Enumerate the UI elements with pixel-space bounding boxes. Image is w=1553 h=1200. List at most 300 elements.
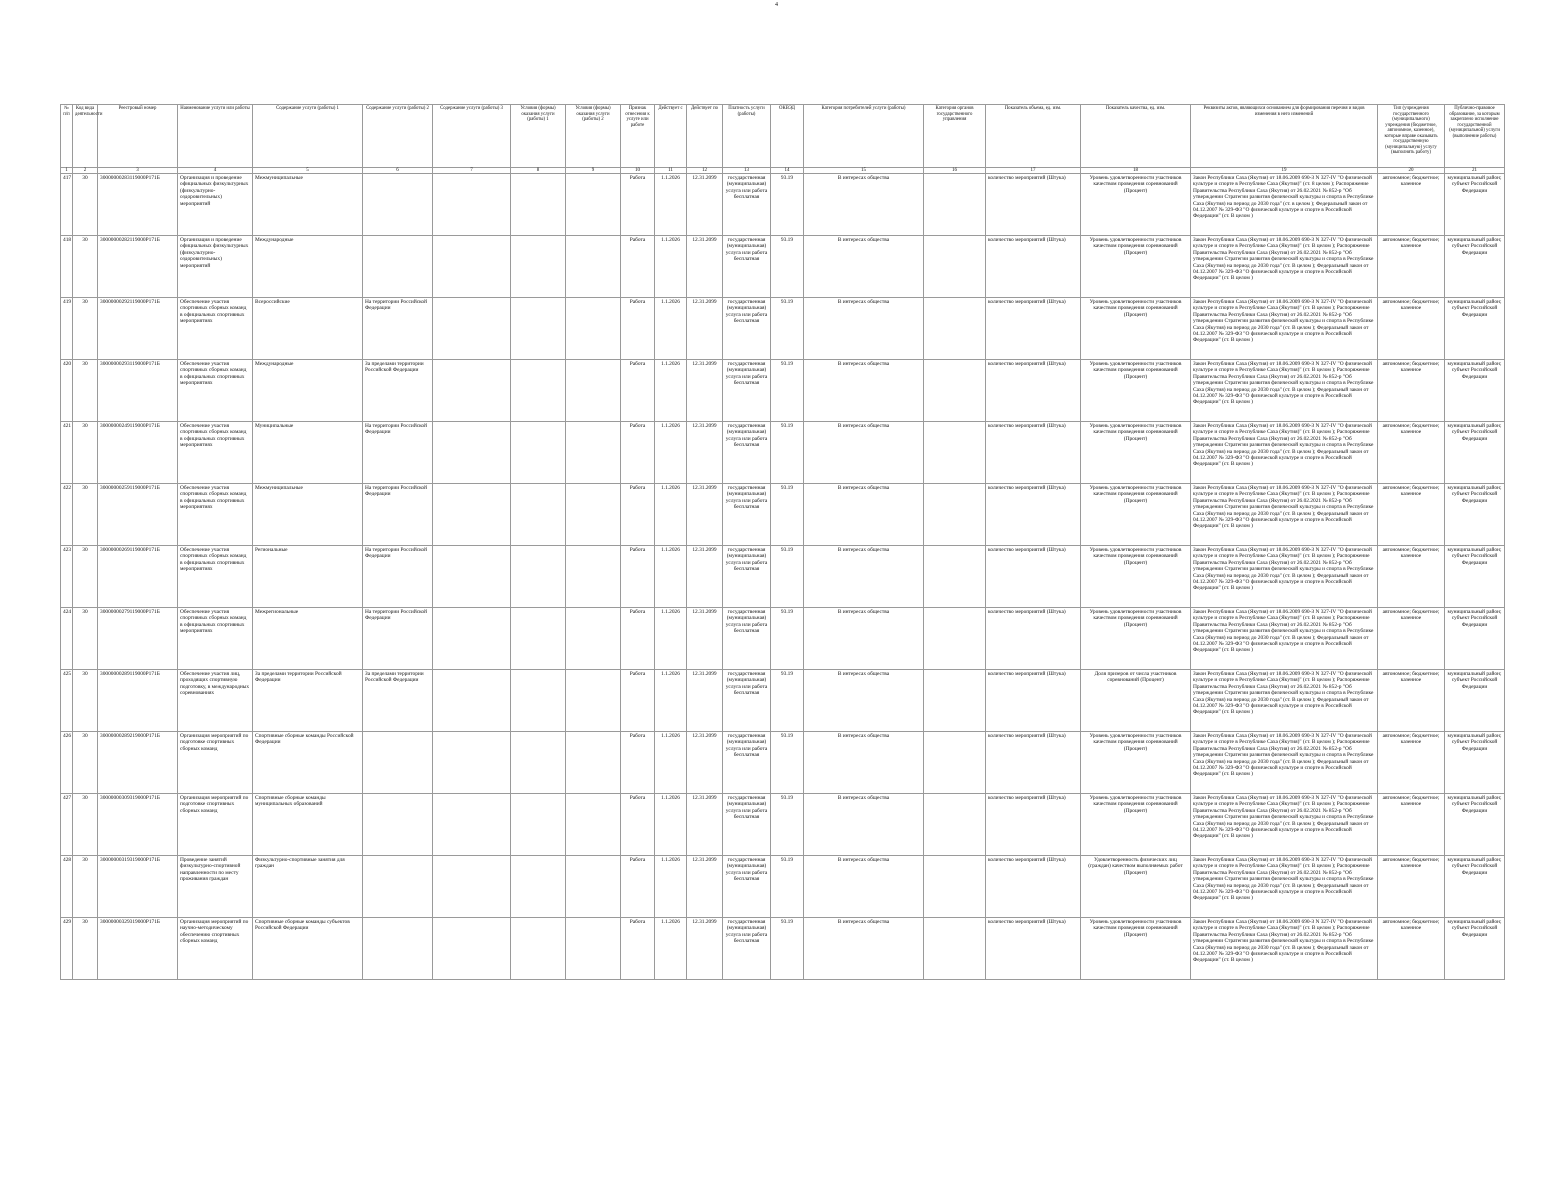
condition-1 bbox=[511, 298, 566, 360]
consumer-category: В интересах общества bbox=[804, 608, 924, 670]
authority-category bbox=[924, 422, 986, 484]
table-row bbox=[61, 298, 1505, 360]
volume-indicator: количество мероприятий (Штука) bbox=[986, 732, 1081, 794]
content-3 bbox=[433, 856, 511, 918]
content-3 bbox=[433, 484, 511, 546]
volume-indicator: количество мероприятий (Штука) bbox=[986, 360, 1081, 422]
table-row bbox=[61, 794, 1505, 856]
public-entity: муниципальный район; субъект Российской Федерации bbox=[1445, 732, 1505, 794]
condition-1 bbox=[511, 236, 566, 298]
content-1: Межрегиональные bbox=[253, 608, 363, 670]
payment-type: государственная (муниципальная) услуга или работа бесплатная bbox=[723, 670, 771, 732]
legal-basis: Закон Республики Саха (Якутия) от 18.06.2009 690-З N 327-IV "О физической культуре и спорте в Республике Саха (Якутия)" (ст. 8 целом ); Распоряжение Правительства Республики Саха (Якутия) от 26.02.2021 № 852-р "Об утверждении Стратегии развития физической культуры и спорта в Республике Саха (Якутия) на период до 2030 года" (ст. в целом ); Федеральный закон от 04.12.2007 № 329-ФЗ "О физической культуре и спорте в Российской Федерации" (ст. В целом ) bbox=[1191, 174, 1378, 236]
volume-indicator: количество мероприятий (Штука) bbox=[986, 422, 1081, 484]
consumer-category: В интересах общества bbox=[804, 794, 924, 856]
valid-to: 12.31.2099 bbox=[687, 794, 723, 856]
content-3 bbox=[433, 732, 511, 794]
okved-code: 93.19 bbox=[771, 360, 804, 422]
content-3 bbox=[433, 918, 511, 980]
column-header: Содержание услуги (работы) 3 bbox=[433, 105, 511, 168]
table-row bbox=[61, 360, 1505, 422]
institution-type: автономное; бюджетное; казенное bbox=[1378, 856, 1445, 918]
consumer-category: В интересах общества bbox=[804, 546, 924, 608]
column-header: Наименование услуги или работы bbox=[178, 105, 253, 168]
payment-type: государственная (муниципальная) услуга или работа бесплатная bbox=[723, 856, 771, 918]
registry-number: 30000000283119000P171Б bbox=[98, 174, 178, 236]
authority-category bbox=[924, 794, 986, 856]
service-or-work: Работа bbox=[621, 918, 655, 980]
activity-code: 30 bbox=[73, 298, 98, 360]
valid-from: 1.1.2026 bbox=[655, 608, 687, 670]
table-row bbox=[61, 236, 1505, 298]
institution-type: автономное; бюджетное; казенное bbox=[1378, 670, 1445, 732]
column-number: 2 bbox=[73, 168, 98, 174]
payment-type: государственная (муниципальная) услуга или работа бесплатная bbox=[723, 732, 771, 794]
column-header: Реквизиты актов, являющихся основанием для формирования перечня и видов изменения в него изменений bbox=[1191, 105, 1378, 168]
content-1: Спортивные сборные команды субъектов Российской Федерации bbox=[253, 918, 363, 980]
content-1: За пределами территории Российской Федерации bbox=[253, 670, 363, 732]
service-name: Обеспечение участия спортивных сборных команд в официальных спортивных мероприятиях bbox=[178, 546, 253, 608]
okved-code: 93.19 bbox=[771, 608, 804, 670]
service-name: Обеспечение участия лиц, проходящих спортивную подготовку, в международных соревнованиях bbox=[178, 670, 253, 732]
condition-2 bbox=[566, 794, 621, 856]
activity-code: 30 bbox=[73, 422, 98, 484]
public-entity: муниципальный район; субъект Российской Федерации bbox=[1445, 670, 1505, 732]
institution-type: автономное; бюджетное; казенное bbox=[1378, 298, 1445, 360]
valid-to: 12.31.2099 bbox=[687, 298, 723, 360]
valid-from: 1.1.2026 bbox=[655, 236, 687, 298]
content-2: На территории Российской Федерации bbox=[363, 298, 433, 360]
service-name: Проведение занятий физкультурно-спортивной направленности по месту проживания граждан bbox=[178, 856, 253, 918]
institution-type: автономное; бюджетное; казенное bbox=[1378, 546, 1445, 608]
registry-number: 30000000289119000P171Б bbox=[98, 670, 178, 732]
quality-indicator: Уровень удовлетворенности участников качеством проведения соревнований (Процент) bbox=[1081, 732, 1191, 794]
payment-type: государственная (муниципальная) услуга или работа бесплатная bbox=[723, 918, 771, 980]
column-number: 3 bbox=[98, 168, 178, 174]
authority-category bbox=[924, 484, 986, 546]
legal-basis: Закон Республики Саха (Якутия) от 18.06.2009 690-З N 327-IV "О физической культуре и спорте в Республике Саха (Якутия)" (ст. В целом ); Распоряжение Правительства Республики Саха (Якутия) от 26.02.2021 № 852-р "Об утверждении Стратегии развития физической культуры и спорта в Республике Саха (Якутия) на период до 2030 года" (ст. В целом ); Федеральный закон от 04.12.2007 № 329-ФЗ "О физической культуре и спорте в Российской Федерации" (ст. В целом ) bbox=[1191, 484, 1378, 546]
row-number: 421 bbox=[61, 422, 73, 484]
activity-code: 30 bbox=[73, 670, 98, 732]
column-number: 16 bbox=[924, 168, 986, 174]
content-2 bbox=[363, 174, 433, 236]
legal-basis: Закон Республики Саха (Якутия) от 18.06.2009 690-З N 327-IV "О физической культуре и спорте в Республике Саха (Якутия)" (ст. В целом ); Распоряжение Правительства Республики Саха (Якутия) от 26.02.2021 № 852-р "Об утверждении Стратегии развития физической культуры и спорта в Республике Саха (Якутия) на период до 2030 года" (ст. В целом ); Федеральный закон от 04.12.2007 № 329-ФЗ "О физической культуре и спорте в Российской Федерации" (ст. В целом ) bbox=[1191, 794, 1378, 856]
public-entity: муниципальный район; субъект Российской Федерации bbox=[1445, 794, 1505, 856]
public-entity: муниципальный район; субъект Российской Федерации bbox=[1445, 546, 1505, 608]
services-register-table bbox=[60, 104, 1505, 980]
condition-1 bbox=[511, 174, 566, 236]
activity-code: 30 bbox=[73, 856, 98, 918]
service-or-work: Работа bbox=[621, 360, 655, 422]
okved-code: 93.19 bbox=[771, 732, 804, 794]
okved-code: 93.19 bbox=[771, 298, 804, 360]
content-2: На территории Российской Федерации bbox=[363, 484, 433, 546]
condition-2 bbox=[566, 856, 621, 918]
column-number: 15 bbox=[804, 168, 924, 174]
activity-code: 30 bbox=[73, 794, 98, 856]
volume-indicator: количество мероприятий (Штука) bbox=[986, 608, 1081, 670]
column-number: 1 bbox=[61, 168, 73, 174]
payment-type: государственная (муниципальная) услуга или работа бесплатная bbox=[723, 422, 771, 484]
okved-code: 93.19 bbox=[771, 918, 804, 980]
condition-1 bbox=[511, 484, 566, 546]
column-header: Содержание услуги (работы) 1 bbox=[253, 105, 363, 168]
institution-type: автономное; бюджетное; казенное bbox=[1378, 732, 1445, 794]
service-or-work: Работа bbox=[621, 794, 655, 856]
activity-code: 30 bbox=[73, 174, 98, 236]
row-number: 427 bbox=[61, 794, 73, 856]
content-3 bbox=[433, 794, 511, 856]
condition-2 bbox=[566, 608, 621, 670]
column-number: 19 bbox=[1191, 168, 1378, 174]
institution-type: автономное; бюджетное; казенное bbox=[1378, 422, 1445, 484]
column-header: Реестровый номер bbox=[98, 105, 178, 168]
valid-to: 12.31.2099 bbox=[687, 422, 723, 484]
valid-from: 1.1.2026 bbox=[655, 732, 687, 794]
condition-1 bbox=[511, 732, 566, 794]
quality-indicator: Уровень удовлетворенности участников качеством проведения соревнований (Процент) bbox=[1081, 422, 1191, 484]
valid-from: 1.1.2026 bbox=[655, 484, 687, 546]
content-2 bbox=[363, 918, 433, 980]
volume-indicator: количество мероприятий (Штука) bbox=[986, 794, 1081, 856]
service-or-work: Работа bbox=[621, 670, 655, 732]
table-row bbox=[61, 546, 1505, 608]
registry-number: 30000000292119000P171Б bbox=[98, 298, 178, 360]
registry-number: 30000000319319000P171Б bbox=[98, 856, 178, 918]
condition-2 bbox=[566, 484, 621, 546]
row-number: 417 bbox=[61, 174, 73, 236]
condition-2 bbox=[566, 236, 621, 298]
content-3 bbox=[433, 174, 511, 236]
content-1: Межмуниципальные bbox=[253, 484, 363, 546]
row-number: 428 bbox=[61, 856, 73, 918]
column-number: 17 bbox=[986, 168, 1081, 174]
content-1: Муниципальные bbox=[253, 422, 363, 484]
condition-2 bbox=[566, 670, 621, 732]
institution-type: автономное; бюджетное; казенное bbox=[1378, 918, 1445, 980]
column-number: 9 bbox=[566, 168, 621, 174]
service-name: Организация мероприятий по подготовке спортивных сборных команд bbox=[178, 732, 253, 794]
content-1: Международные bbox=[253, 236, 363, 298]
registry-number: 30000000289219000P171Б bbox=[98, 732, 178, 794]
payment-type: государственная (муниципальная) услуга или работа бесплатная bbox=[723, 794, 771, 856]
valid-to: 12.31.2099 bbox=[687, 236, 723, 298]
column-number: 18 bbox=[1081, 168, 1191, 174]
volume-indicator: количество мероприятий (Штука) bbox=[986, 174, 1081, 236]
valid-from: 1.1.2026 bbox=[655, 546, 687, 608]
consumer-category: В интересах общества bbox=[804, 360, 924, 422]
quality-indicator: Уровень удовлетворенности участников качеством проведения соревнований (Процент) bbox=[1081, 546, 1191, 608]
column-number: 20 bbox=[1378, 168, 1445, 174]
valid-from: 1.1.2026 bbox=[655, 422, 687, 484]
content-3 bbox=[433, 298, 511, 360]
volume-indicator: количество мероприятий (Штука) bbox=[986, 918, 1081, 980]
legal-basis: Закон Республики Саха (Якутия) от 18.06.2009 690-З N 327-IV "О физической культуре и спорте в Республике Саха (Якутия)" (ст. В целом ); Распоряжение Правительства Республики Саха (Якутия) от 26.02.2021 № 852-р "Об утверждении Стратегии развития физической культуры и спорта в Республике Саха (Якутия) на период до 2030 года" (ст. В целом ); Федеральный закон от 04.12.2007 № 329-ФЗ "О физической культуре и спорте в Российской Федерации" (ст. В целом ) bbox=[1191, 236, 1378, 298]
content-2: На территории Российской Федерации bbox=[363, 608, 433, 670]
legal-basis: Закон Республики Саха (Якутия) от 18.06.2009 690-З N 327-IV "О физической культуре и спорте в Республике Саха (Якутия)" (ст. В целом ); Распоряжение Правительства Республики Саха (Якутия) от 26.02.2021 № 852-р "Об утверждении Стратегии развития физической культуры и спорта в Республике Саха (Якутия) на период до 2030 года" (ст. В целом ); Федеральный закон от 04.12.2007 № 329-ФЗ "О физической культуре и спорте в Российской Федерации" (ст. В целом ) bbox=[1191, 360, 1378, 422]
valid-to: 12.31.2099 bbox=[687, 670, 723, 732]
column-header: Содержание услуги (работы) 2 bbox=[363, 105, 433, 168]
service-or-work: Работа bbox=[621, 608, 655, 670]
condition-1 bbox=[511, 422, 566, 484]
column-header: Признак отнесения к услуге или работе bbox=[621, 105, 655, 168]
service-or-work: Работа bbox=[621, 546, 655, 608]
valid-to: 12.31.2099 bbox=[687, 360, 723, 422]
activity-code: 30 bbox=[73, 484, 98, 546]
condition-1 bbox=[511, 856, 566, 918]
column-header: Платность услуги (работы) bbox=[723, 105, 771, 168]
authority-category bbox=[924, 608, 986, 670]
service-name: Обеспечение участия спортивных сборных команд в официальных спортивных мероприятиях bbox=[178, 360, 253, 422]
condition-1 bbox=[511, 546, 566, 608]
condition-1 bbox=[511, 918, 566, 980]
column-header: Показатель качества, ед. изм. bbox=[1081, 105, 1191, 168]
condition-1 bbox=[511, 608, 566, 670]
authority-category bbox=[924, 236, 986, 298]
institution-type: автономное; бюджетное; казенное bbox=[1378, 174, 1445, 236]
institution-type: автономное; бюджетное; казенное bbox=[1378, 794, 1445, 856]
valid-to: 12.31.2099 bbox=[687, 484, 723, 546]
service-name: Организация мероприятий по научно-методическому обеспечению спортивных сборных команд bbox=[178, 918, 253, 980]
valid-from: 1.1.2026 bbox=[655, 174, 687, 236]
okved-code: 93.19 bbox=[771, 546, 804, 608]
okved-code: 93.19 bbox=[771, 422, 804, 484]
content-2: За пределами территории Российской Федерации bbox=[363, 670, 433, 732]
okved-code: 93.19 bbox=[771, 484, 804, 546]
volume-indicator: количество мероприятий (Штука) bbox=[986, 484, 1081, 546]
activity-code: 30 bbox=[73, 732, 98, 794]
registry-number: 30000000249119000P171Б bbox=[98, 422, 178, 484]
volume-indicator: количество мероприятий (Штука) bbox=[986, 236, 1081, 298]
content-3 bbox=[433, 670, 511, 732]
table-row bbox=[61, 174, 1505, 236]
valid-to: 12.31.2099 bbox=[687, 546, 723, 608]
column-number: 14 bbox=[771, 168, 804, 174]
valid-from: 1.1.2026 bbox=[655, 856, 687, 918]
valid-to: 12.31.2099 bbox=[687, 856, 723, 918]
service-name: Организация и проведение официальных физкультурных (физкультурно-оздоровительных) мероприятий bbox=[178, 174, 253, 236]
registry-number: 30000000329319000P171Б bbox=[98, 918, 178, 980]
condition-2 bbox=[566, 174, 621, 236]
public-entity: муниципальный район; субъект Российской Федерации bbox=[1445, 918, 1505, 980]
column-number: 6 bbox=[363, 168, 433, 174]
valid-from: 1.1.2026 bbox=[655, 360, 687, 422]
quality-indicator: Уровень удовлетворенности участников качеством проведения соревнований (Процент) bbox=[1081, 174, 1191, 236]
quality-indicator: Удовлетворенность физических лиц (граждан) качеством выполняемых работ (Процент) bbox=[1081, 856, 1191, 918]
public-entity: муниципальный район; субъект Российской Федерации bbox=[1445, 360, 1505, 422]
legal-basis: Закон Республики Саха (Якутия) от 18.06.2009 690-З N 327-IV "О физической культуре и спорте в Республике Саха (Якутия)" (ст. В целом ); Распоряжение Правительства Республики Саха (Якутия) от 26.02.2021 № 852-р "Об утверждении Стратегии развития физической культуры и спорта в Республике Саха (Якутия) на период до 2030 года" (ст. В целом ); Федеральный закон от 04.12.2007 № 329-ФЗ "О физической культуре и спорте в Российской Федерации" (ст. В целом ) bbox=[1191, 546, 1378, 608]
content-3 bbox=[433, 546, 511, 608]
payment-type: государственная (муниципальная) услуга или работа бесплатная bbox=[723, 298, 771, 360]
content-2 bbox=[363, 794, 433, 856]
payment-type: государственная (муниципальная) услуга или работа бесплатная bbox=[723, 236, 771, 298]
row-number: 420 bbox=[61, 360, 73, 422]
public-entity: муниципальный район; субъект Российской Федерации bbox=[1445, 856, 1505, 918]
registry-number: 30000000279119000P171Б bbox=[98, 608, 178, 670]
service-name: Организация мероприятий по подготовке спортивных сборных команд bbox=[178, 794, 253, 856]
public-entity: муниципальный район; субъект Российской Федерации bbox=[1445, 608, 1505, 670]
legal-basis: Закон Республики Саха (Якутия) от 18.06.2009 690-З N 327-IV "О физической культуре и спорте в Республике Саха (Якутия)" (ст. В целом ); Распоряжение Правительства Республики Саха (Якутия) от 26.02.2021 № 852-р "Об утверждении Стратегии развития физической культуры и спорта в Республике Саха (Якутия) на период до 2030 года" (ст. В целом ); Федеральный закон от 04.12.2007 № 329-ФЗ "О физической культуре и спорте в Российской Федерации" (ст. В целом ) bbox=[1191, 670, 1378, 732]
table-row bbox=[61, 484, 1505, 546]
condition-2 bbox=[566, 732, 621, 794]
public-entity: муниципальный район; субъект Российской Федерации bbox=[1445, 484, 1505, 546]
consumer-category: В интересах общества bbox=[804, 298, 924, 360]
activity-code: 30 bbox=[73, 608, 98, 670]
consumer-category: В интересах общества bbox=[804, 670, 924, 732]
okved-code: 93.19 bbox=[771, 794, 804, 856]
valid-to: 12.31.2099 bbox=[687, 174, 723, 236]
service-or-work: Работа bbox=[621, 174, 655, 236]
service-or-work: Работа bbox=[621, 484, 655, 546]
table-row bbox=[61, 732, 1505, 794]
condition-2 bbox=[566, 422, 621, 484]
authority-category bbox=[924, 732, 986, 794]
volume-indicator: количество мероприятий (Штука) bbox=[986, 298, 1081, 360]
public-entity: муниципальный район; субъект Российской Федерации bbox=[1445, 422, 1505, 484]
valid-from: 1.1.2026 bbox=[655, 298, 687, 360]
service-name: Обеспечение участия спортивных сборных команд в официальных спортивных мероприятиях bbox=[178, 298, 253, 360]
content-3 bbox=[433, 422, 511, 484]
service-or-work: Работа bbox=[621, 236, 655, 298]
table-row bbox=[61, 608, 1505, 670]
institution-type: автономное; бюджетное; казенное bbox=[1378, 484, 1445, 546]
quality-indicator: Уровень удовлетворенности участников качеством проведения соревнований (Процент) bbox=[1081, 360, 1191, 422]
consumer-category: В интересах общества bbox=[804, 174, 924, 236]
authority-category bbox=[924, 856, 986, 918]
activity-code: 30 bbox=[73, 546, 98, 608]
column-number: 4 bbox=[178, 168, 253, 174]
activity-code: 30 bbox=[73, 236, 98, 298]
legal-basis: Закон Республики Саха (Якутия) от 18.06.2009 690-З N 327-IV "О физической культуре и спорте в Республике Саха (Якутия)" (ст. В целом ); Распоряжение Правительства Республики Саха (Якутия) от 26.02.2021 № 852-р "Об утверждении Стратегии развития физической культуры и спорта в Республике Саха (Якутия) на период до 2030 года" (ст. В целом ); Федеральный закон от 04.12.2007 № 329-ФЗ "О физической культуре и спорте в Российской Федерации" (ст. В целом ) bbox=[1191, 298, 1378, 360]
legal-basis: Закон Республики Саха (Якутия) от 18.06.2009 690-З N 327-IV "О физической культуре и спорте в Республике Саха (Якутия)" (ст. В целом ); Распоряжение Правительства Республики Саха (Якутия) от 26.02.2021 № 852-р "Об утверждении Стратегии развития физической культуры и спорта в Республике Саха (Якутия) на период до 2030 года" (ст. В целом ); Федеральный закон от 04.12.2007 № 329-ФЗ "О физической культуре и спорте в Российской Федерации" (ст. В целом ) bbox=[1191, 422, 1378, 484]
public-entity: муниципальный район; субъект Российской Федерации bbox=[1445, 298, 1505, 360]
column-header: Условия (формы) оказания услуги (работы) 1 bbox=[511, 105, 566, 168]
content-1: Региональные bbox=[253, 546, 363, 608]
column-number: 8 bbox=[511, 168, 566, 174]
consumer-category: В интересах общества bbox=[804, 856, 924, 918]
content-3 bbox=[433, 608, 511, 670]
institution-type: автономное; бюджетное; казенное bbox=[1378, 236, 1445, 298]
consumer-category: В интересах общества bbox=[804, 422, 924, 484]
content-2 bbox=[363, 732, 433, 794]
legal-basis: Закон Республики Саха (Якутия) от 18.06.2009 690-З N 327-IV "О физической культуре и спорте в Республике Саха (Якутия)" (ст. В целом ); Распоряжение Правительства Республики Саха (Якутия) от 26.02.2021 № 852-р "Об утверждении Стратегии развития физической культуры и спорта в Республике Саха (Якутия) на период до 2030 года" (ст. В целом ); Федеральный закон от 04.12.2007 № 329-ФЗ "О физической культуре и спорте в Российской Федерации" (ст. В целом ) bbox=[1191, 608, 1378, 670]
payment-type: государственная (муниципальная) услуга или работа бесплатная bbox=[723, 174, 771, 236]
content-1: Спортивные сборные команды муниципальных образований bbox=[253, 794, 363, 856]
content-1: Межмуниципальные bbox=[253, 174, 363, 236]
consumer-category: В интересах общества bbox=[804, 732, 924, 794]
content-2: На территории Российской Федерации bbox=[363, 422, 433, 484]
column-header: Публично-правовое образование, за которым закреплено исполнение государственной (муниципальной) услуги (выполнение работы) bbox=[1445, 105, 1505, 168]
condition-2 bbox=[566, 918, 621, 980]
column-header: Категория органов государственного управления bbox=[924, 105, 986, 168]
registry-number: 30000000293119000P171Б bbox=[98, 360, 178, 422]
column-number: 21 bbox=[1445, 168, 1505, 174]
table-row bbox=[61, 918, 1505, 980]
quality-indicator: Уровень удовлетворенности участников качеством проведения соревнований (Процент) bbox=[1081, 298, 1191, 360]
public-entity: муниципальный район; субъект Российской Федерации bbox=[1445, 174, 1505, 236]
condition-1 bbox=[511, 360, 566, 422]
column-header: № п/п bbox=[61, 105, 73, 168]
service-name: Обеспечение участия спортивных сборных команд в официальных спортивных мероприятиях bbox=[178, 422, 253, 484]
column-header: Условия (формы) оказания услуги (работы) 2 bbox=[566, 105, 621, 168]
registry-number: 30000000269119000P171Б bbox=[98, 546, 178, 608]
column-number: 5 bbox=[253, 168, 363, 174]
content-3 bbox=[433, 360, 511, 422]
table-row bbox=[61, 856, 1505, 918]
quality-indicator: Уровень удовлетворенности участников качеством проведения соревнований (Процент) bbox=[1081, 608, 1191, 670]
quality-indicator: Уровень удовлетворенности участников качеством проведения соревнований (Процент) bbox=[1081, 236, 1191, 298]
column-number: 12 bbox=[687, 168, 723, 174]
condition-2 bbox=[566, 546, 621, 608]
legal-basis: Закон Республики Саха (Якутия) от 18.06.2009 690-З N 327-IV "О физической культуре и спорте в Республике Саха (Якутия)" (ст. В целом ); Распоряжение Правительства Республики Саха (Якутия) от 26.02.2021 № 852-р "Об утверждении Стратегии развития физической культуры и спорта в Республике Саха (Якутия) на период до 2030 года" (ст. В целом ); Федеральный закон от 04.12.2007 № 329-ФЗ "О физической культуре и спорте в Российской Федерации" (ст. В целом ) bbox=[1191, 918, 1378, 980]
row-number: 424 bbox=[61, 608, 73, 670]
registry-number: 30000000259119000P171Б bbox=[98, 484, 178, 546]
authority-category bbox=[924, 670, 986, 732]
column-number: 11 bbox=[655, 168, 687, 174]
row-number: 426 bbox=[61, 732, 73, 794]
okved-code: 93.19 bbox=[771, 670, 804, 732]
content-1: Всероссийские bbox=[253, 298, 363, 360]
row-number: 422 bbox=[61, 484, 73, 546]
condition-1 bbox=[511, 670, 566, 732]
column-header: Показатель объема, ед. изм. bbox=[986, 105, 1081, 168]
table-row bbox=[61, 422, 1505, 484]
column-number: 10 bbox=[621, 168, 655, 174]
table-row bbox=[61, 670, 1505, 732]
valid-from: 1.1.2026 bbox=[655, 670, 687, 732]
service-name: Обеспечение участия спортивных сборных команд в официальных спортивных мероприятиях bbox=[178, 608, 253, 670]
service-or-work: Работа bbox=[621, 732, 655, 794]
condition-1 bbox=[511, 794, 566, 856]
quality-indicator: Уровень удовлетворенности участников качеством проведения соревнований (Процент) bbox=[1081, 794, 1191, 856]
row-number: 418 bbox=[61, 236, 73, 298]
service-or-work: Работа bbox=[621, 856, 655, 918]
payment-type: государственная (муниципальная) услуга или работа бесплатная bbox=[723, 608, 771, 670]
row-number: 419 bbox=[61, 298, 73, 360]
condition-2 bbox=[566, 360, 621, 422]
institution-type: автономное; бюджетное; казенное bbox=[1378, 608, 1445, 670]
quality-indicator: Уровень удовлетворенности участников качеством проведения соревнований (Процент) bbox=[1081, 484, 1191, 546]
valid-to: 12.31.2099 bbox=[687, 732, 723, 794]
okved-code: 93.19 bbox=[771, 174, 804, 236]
row-number: 425 bbox=[61, 670, 73, 732]
service-or-work: Работа bbox=[621, 422, 655, 484]
column-header: Действует с bbox=[655, 105, 687, 168]
column-header: Код вида деятельности bbox=[73, 105, 98, 168]
row-number: 423 bbox=[61, 546, 73, 608]
volume-indicator: количество мероприятий (Штука) bbox=[986, 670, 1081, 732]
public-entity: муниципальный район; субъект Российской Федерации bbox=[1445, 236, 1505, 298]
authority-category bbox=[924, 918, 986, 980]
content-3 bbox=[433, 236, 511, 298]
valid-from: 1.1.2026 bbox=[655, 918, 687, 980]
page-number: 4 bbox=[775, 2, 778, 8]
quality-indicator: Уровень удовлетворенности участников качеством проведения соревнований (Процент) bbox=[1081, 918, 1191, 980]
content-2: На территории Российской Федерации bbox=[363, 546, 433, 608]
column-header: Категория потребителей услуги (работы) bbox=[804, 105, 924, 168]
content-2 bbox=[363, 856, 433, 918]
service-or-work: Работа bbox=[621, 298, 655, 360]
content-2 bbox=[363, 236, 433, 298]
content-1: Международные bbox=[253, 360, 363, 422]
okved-code: 93.19 bbox=[771, 236, 804, 298]
column-header: ОКВЭД bbox=[771, 105, 804, 168]
registry-number: 30000000309319000P171Б bbox=[98, 794, 178, 856]
registry-number: 30000000282119000P171Б bbox=[98, 236, 178, 298]
volume-indicator: количество мероприятий (Штука) bbox=[986, 546, 1081, 608]
authority-category bbox=[924, 298, 986, 360]
content-1: Физкультурно-спортивные занятия для граждан bbox=[253, 856, 363, 918]
